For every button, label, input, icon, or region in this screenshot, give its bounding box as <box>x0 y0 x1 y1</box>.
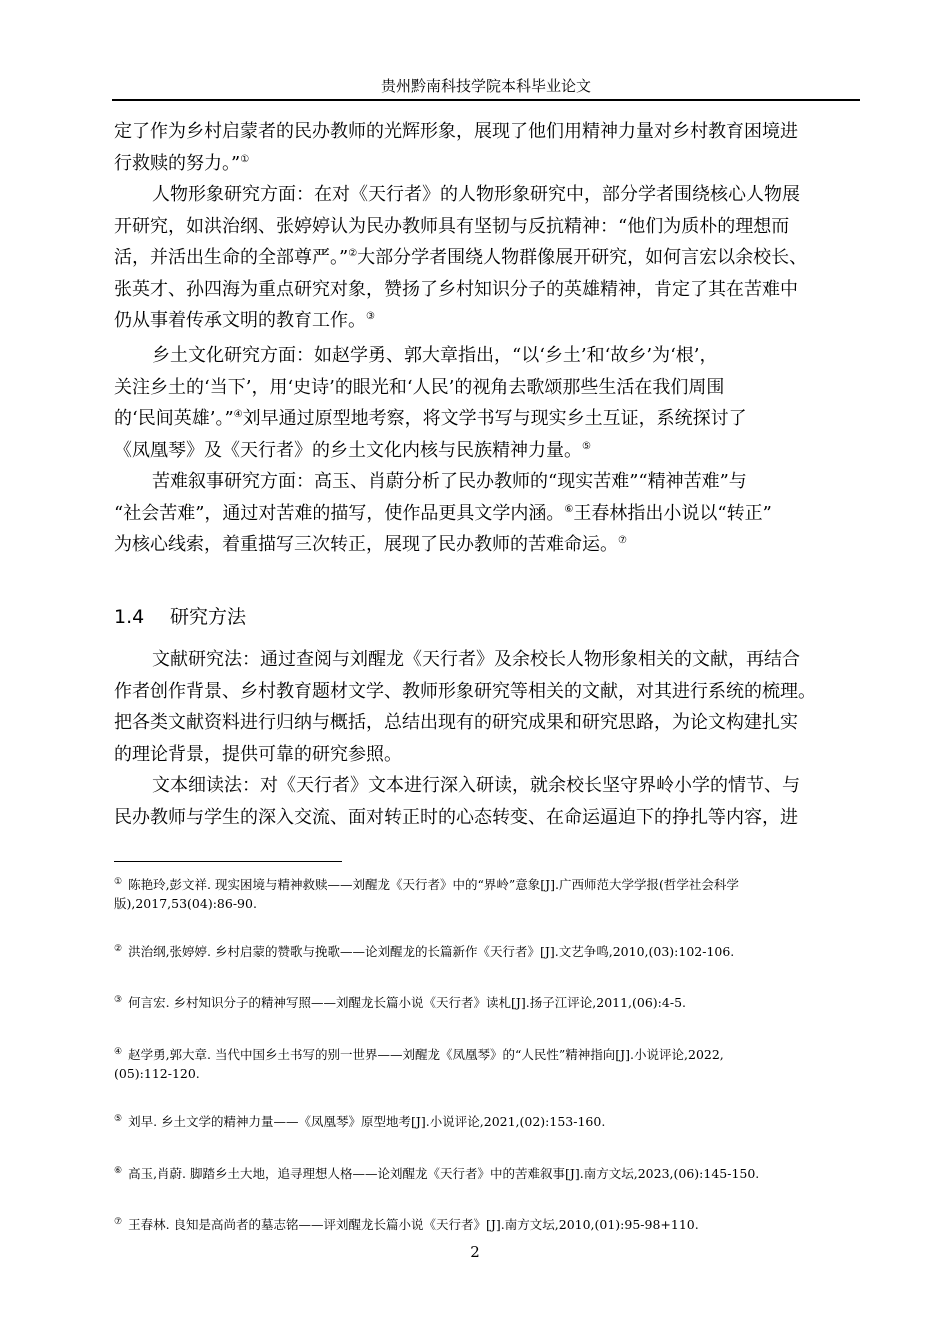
text-line: 苦难叙事研究方面：高玉、肖蔚分析了民办教师的“现实苦难”“精神苦难”与 <box>152 471 747 492</box>
footnote-2 <box>114 940 854 961</box>
footnote-4 <box>114 1043 854 1083</box>
paragraph-character-research <box>114 179 874 337</box>
text-line <box>114 529 874 561</box>
footnote-line <box>114 940 854 961</box>
page-number: 2 <box>470 1243 480 1261</box>
footnote-line <box>114 873 854 894</box>
footnote-mark: ⑥ <box>114 1166 123 1176</box>
section-heading <box>114 603 246 631</box>
footnote-line: 版),2017,53(04):86-90. <box>114 896 257 911</box>
running-header: 贵州黔南科技学院本科毕业论文 <box>380 77 591 95</box>
footnote-line <box>114 1162 854 1183</box>
footnote-3 <box>114 991 854 1012</box>
footnote-ref[interactable]: ④ <box>233 409 243 420</box>
footnote-text: 陈艳玲,彭文祥. 现实困境与精神救赎——刘醒龙《天行者》中的“界岭”意象[J].广西师范大学学报(哲学社会科学 <box>128 877 739 892</box>
paragraph-literature-method <box>114 644 874 770</box>
footnote-line <box>114 1110 854 1131</box>
footnote-5 <box>114 1110 854 1131</box>
text-line <box>114 242 874 274</box>
footnote-7 <box>114 1213 854 1234</box>
footnote-mark: ④ <box>114 1047 123 1057</box>
text-line <box>114 148 874 180</box>
footnote-mark: ⑤ <box>114 1114 123 1124</box>
text-segment: “社会苦难”，通过对苦难的描写，使作品更具文学内涵。 <box>114 502 565 524</box>
footnote-ref[interactable]: ⑦ <box>618 535 627 546</box>
text-segment: 行救赎的努力。” <box>114 152 241 174</box>
footnote-line <box>114 1213 854 1234</box>
text-segment: 为核心线索，着重描写三次转正，展现了民办教师的苦难命运。 <box>114 534 618 555</box>
section-title: 研究方法 <box>170 606 247 628</box>
footnote-6 <box>114 1162 854 1183</box>
header-rule <box>112 99 860 101</box>
footnote-text: 赵学勇,郭大章. 当代中国乡土书写的别一世界——刘醒龙《凤凰琴》的“人民性”精神指向[J].小说评论,2022, <box>128 1047 724 1062</box>
text-segment: 大部分学者围绕人物群像展开研究，如何言宏以余校长、 <box>357 247 808 268</box>
text-line: 作者创作背景、乡村教育题材文学、教师形象研究等相关的文献，对其进行系统的梳理。 <box>114 680 816 702</box>
footnote-1 <box>114 873 854 913</box>
footnote-ref[interactable]: ② <box>348 248 358 259</box>
text-segment: 《凤凰琴》及《天行者》的乡土文化内核与民族精神力量。 <box>114 439 582 461</box>
footnote-mark: ③ <box>114 995 123 1005</box>
text-line: 民办教师与学生的深入交流、面对转正时的心态转变、在命运逼迫下的挣扎等内容，进 <box>114 806 798 828</box>
footnote-ref[interactable]: ⑥ <box>564 503 574 515</box>
footnote-ref[interactable]: ③ <box>366 311 375 322</box>
paragraph-close-reading-method <box>114 770 874 833</box>
footnote-line <box>114 991 854 1012</box>
paragraph-1 <box>114 116 874 179</box>
text-line: 的理论背景，提供可靠的研究参照。 <box>114 743 402 765</box>
footnote-text: 王春林. 良知是高尚者的墓志铭——评刘醒龙长篇小说《天行者》[J].南方文坛,2010,(01):95-98+110. <box>128 1217 699 1232</box>
text-line <box>114 403 874 435</box>
text-line <box>114 305 874 337</box>
paragraph-rural-culture-research <box>114 340 874 466</box>
text-line: 乡土文化研究方面：如赵学勇、郭大章指出，“以‘乡土’和‘故乡’为‘根’， <box>152 345 718 366</box>
text-line: 把各类文献资料进行归纳与概括，总结出现有的研究成果和研究思路，为论文构建扎实 <box>114 712 798 733</box>
footnote-ref[interactable]: ⑤ <box>582 440 591 452</box>
footnote-line: (05):112-120. <box>114 1066 200 1081</box>
text-line: 人物形象研究方面：在对《天行者》的人物形象研究中，部分学者围绕核心人物展 <box>152 184 800 205</box>
footnote-line <box>114 1043 854 1064</box>
footnote-text: 洪治纲,张婷婷. 乡村启蒙的赞歌与挽歌——论刘醒龙的长篇新作《天行者》[J].文艺争鸣,2010,(03):102-106. <box>128 944 735 959</box>
footnote-mark: ① <box>114 877 123 887</box>
section-number: 1.4 <box>114 606 145 628</box>
footnote-separator <box>114 861 342 862</box>
footnote-ref[interactable]: ① <box>240 153 250 165</box>
text-segment: 王春林指出小说以“转正” <box>573 502 772 524</box>
text-segment: 刘早通过原型地考察，将文学书写与现实乡土互证，系统探讨了 <box>242 408 747 429</box>
footnote-text: 高玉,肖蔚. 脚踏乡土大地，追寻理想人格——论刘醒龙《天行者》中的苦难叙事[J].南方文坛,2023,(06):145-150. <box>128 1166 760 1181</box>
text-line: 定了作为乡村启蒙者的民办教师的光辉形象，展现了他们用精神力量对乡村教育困境进 <box>114 121 798 142</box>
text-line: 文献研究法：通过查阅与刘醒龙《天行者》及余校长人物形象相关的文献，再结合 <box>152 649 800 670</box>
text-line: 张英才、孙四海为重点研究对象，赞扬了乡村知识分子的英雄精神，肯定了其在苦难中 <box>114 278 798 300</box>
text-segment: 仍从事着传承文明的教育工作。 <box>114 310 366 331</box>
text-line: 关注乡土的‘当下’，用‘史诗’的眼光和‘人民’的视角去歌颂那些生活在我们周围 <box>114 376 725 398</box>
footnote-mark: ② <box>114 944 123 954</box>
paragraph-suffering-narrative-research <box>114 466 874 561</box>
text-line: 文本细读法：对《天行者》文本进行深入研读，就余校长坚守界岭小学的情节、与 <box>152 775 800 796</box>
text-segment: 活，并活出生命的全部尊严。” <box>114 247 349 268</box>
footnote-text: 何言宏. 乡村知识分子的精神写照——刘醒龙长篇小说《天行者》读札[J].扬子江评论,2011,(06):4-5. <box>128 995 686 1010</box>
text-line <box>114 498 874 530</box>
footnote-text: 刘早. 乡土文学的精神力量——《凤凰琴》原型地考[J].小说评论,2021,(02):153-160. <box>128 1114 606 1129</box>
text-segment: 的‘民间英雄’。” <box>114 408 234 429</box>
footnote-mark: ⑦ <box>114 1217 123 1227</box>
text-line: 开研究，如洪治纲、张婷婷认为民办教师具有坚韧与反抗精神：“他们为质朴的理想而 <box>114 215 790 237</box>
text-line <box>114 435 874 467</box>
